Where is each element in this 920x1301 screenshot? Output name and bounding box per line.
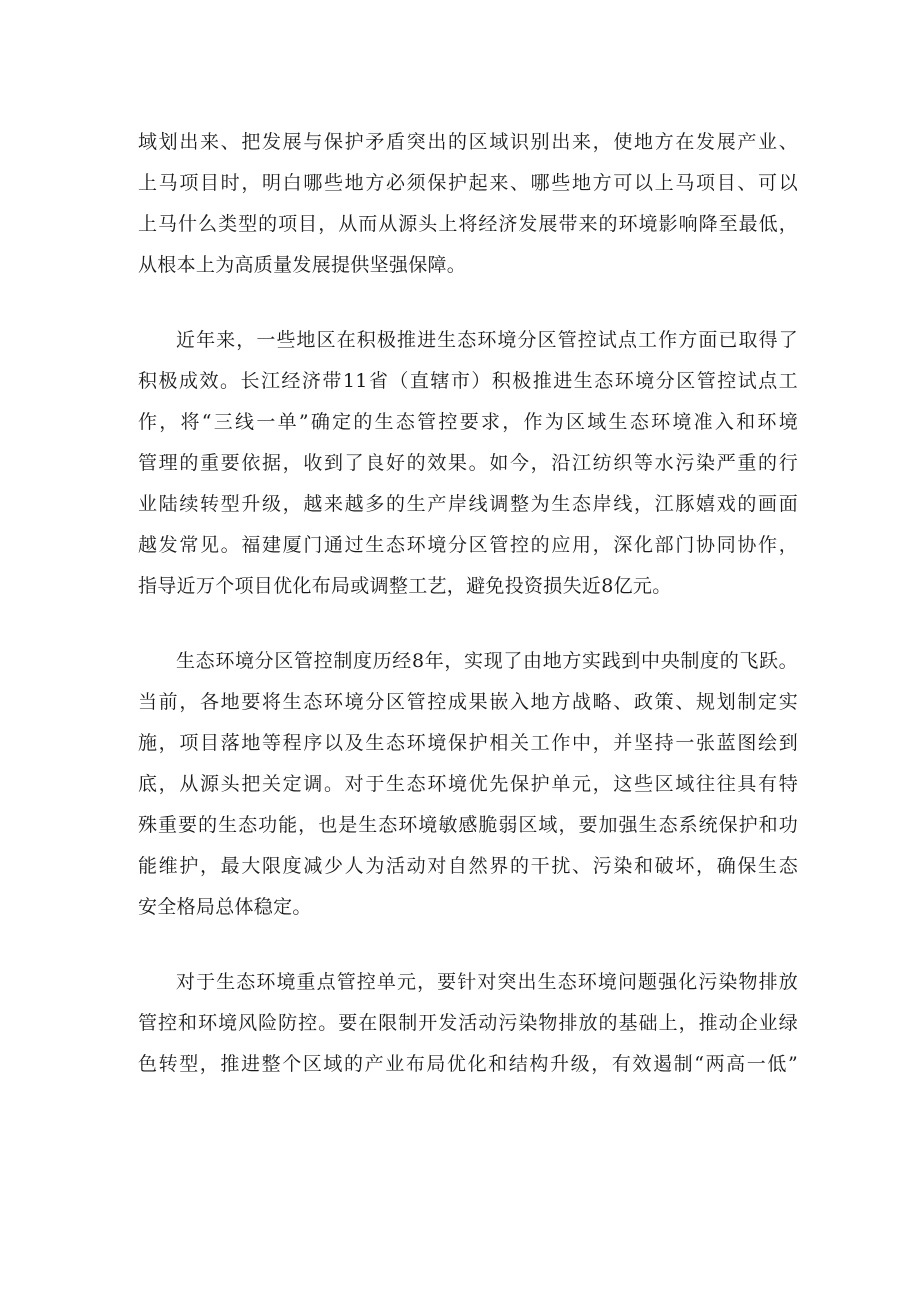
text-line: 生态环境分区管控制度历经8年，实现了由地方实践到中央制度的飞跃。 <box>176 650 798 672</box>
text-line: 上马什么类型的项目，从而从源头上将经济发展带来的环境影响降至最低， <box>138 213 798 235</box>
paragraph-2 <box>138 320 798 607</box>
text-line: 业陆续转型升级，越来越多的生产岸线调整为生态岸线，江豚嬉戏的画面 <box>138 493 798 515</box>
text-line: 上马项目时，明白哪些地方必须保护起来、哪些地方可以上马项目、可以 <box>138 172 798 194</box>
text-line: 管控和环境风险防控。要在限制开发活动污染物排放的基础上，推动企业绿 <box>138 1012 798 1034</box>
text-line: 近年来，一些地区在积极推进生态环境分区管控试点工作方面已取得了 <box>176 329 798 351</box>
text-line: 作，将“三线一单”确定的生态管控要求，作为区域生态环境准入和环境 <box>138 411 798 433</box>
document-body <box>138 122 798 1085</box>
text-line: 底，从源头把关定调。对于生态环境优先保护单元，这些区域往往具有特 <box>138 773 798 795</box>
text-line: 施，项目落地等程序以及生态环境保护相关工作中，并坚持一张蓝图绘到 <box>138 732 798 754</box>
text-line: 越发常见。福建厦门通过生态环境分区管控的应用，深化部门协同协作， <box>138 534 798 556</box>
paragraph-4 <box>138 962 798 1085</box>
text-line: 域划出来、把发展与保护矛盾突出的区域识别出来，使地方在发展产业、 <box>138 131 798 153</box>
paragraph-3 <box>138 641 798 928</box>
paragraph-gap <box>138 607 798 641</box>
text-line: 殊重要的生态功能，也是生态环境敏感脆弱区域，要加强生态系统保护和功 <box>138 814 798 836</box>
text-line: 当前，各地要将生态环境分区管控成果嵌入地方战略、政策、规划制定实 <box>138 691 798 713</box>
text-line: 积极成效。长江经济带11省（直辖市）积极推进生态环境分区管控试点工 <box>138 370 798 392</box>
text-line: 对于生态环境重点管控单元，要针对突出生态环境问题强化污染物排放 <box>176 971 798 993</box>
paragraph-gap <box>138 286 798 320</box>
text-line: 能维护，最大限度减少人为活动对自然界的干扰、污染和破坏，确保生态 <box>138 855 798 877</box>
paragraph-gap <box>138 928 798 962</box>
text-line: 从根本上为高质量发展提供坚强保障。 <box>138 254 467 276</box>
text-line: 色转型，推进整个区域的产业布局优化和结构升级，有效遏制“两高一低” <box>138 1053 798 1075</box>
paragraph-1 <box>138 122 798 286</box>
text-line: 指导近万个项目优化布局或调整工艺，避免投资损失近8亿元。 <box>138 575 672 597</box>
text-line: 安全格局总体稳定。 <box>138 896 312 918</box>
text-line: 管理的重要依据，收到了良好的效果。如今，沿江纺织等水污染严重的行 <box>138 452 798 474</box>
